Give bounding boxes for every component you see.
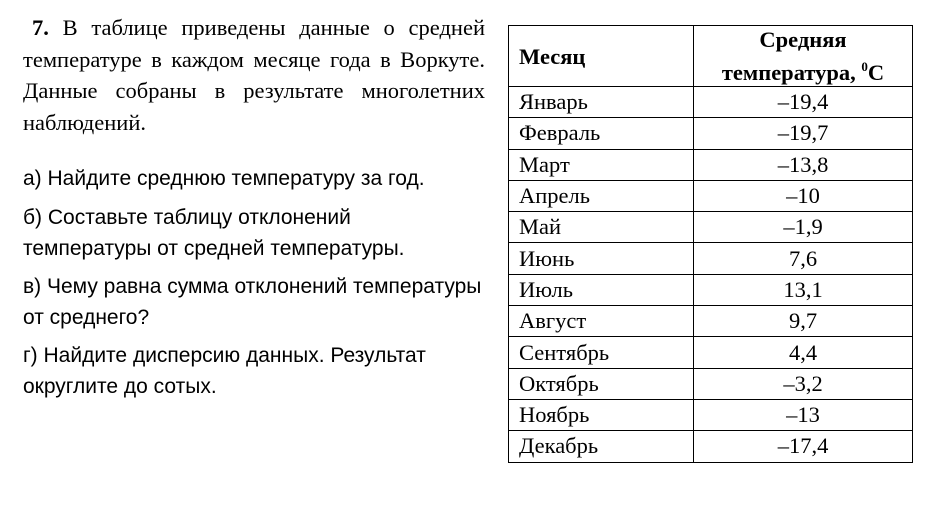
month-cell: Октябрь xyxy=(509,368,694,399)
table-row xyxy=(509,368,913,399)
month-cell: Декабрь xyxy=(509,431,694,462)
temperature-cell: –3,2 xyxy=(694,368,913,399)
header-month: Месяц xyxy=(509,26,694,87)
temperature-cell: 4,4 xyxy=(694,337,913,368)
table-row xyxy=(509,180,913,211)
statement-text: В таблице приведены данные о средней температуре в каждом месяце года в Воркуте. Данные собраны в результате многолетних наблюдений. xyxy=(23,15,485,135)
question-c: в) Чему равна сумма отклонений температуры от среднего? xyxy=(23,275,482,329)
month-cell: Август xyxy=(509,306,694,337)
temperature-cell: –10 xyxy=(694,180,913,211)
table-header-row xyxy=(509,26,913,87)
table-row xyxy=(509,243,913,274)
table-row xyxy=(509,87,913,118)
month-cell: Февраль xyxy=(509,118,694,149)
temperature-cell: –1,9 xyxy=(694,212,913,243)
table-row xyxy=(509,306,913,337)
temperature-cell: –19,4 xyxy=(694,87,913,118)
table-body xyxy=(509,87,913,463)
month-cell: Март xyxy=(509,149,694,180)
problem-statement xyxy=(23,12,485,138)
table-row xyxy=(509,212,913,243)
temperature-cell: –19,7 xyxy=(694,118,913,149)
header-temperature xyxy=(694,26,913,87)
header-temp-line2: температура, xyxy=(721,60,856,85)
temperature-cell: 9,7 xyxy=(694,306,913,337)
table-row xyxy=(509,337,913,368)
temperature-table xyxy=(508,25,913,463)
temperature-cell: 13,1 xyxy=(694,274,913,305)
month-cell: Апрель xyxy=(509,180,694,211)
temperature-cell: –17,4 xyxy=(694,431,913,462)
table-row xyxy=(509,118,913,149)
month-cell: Январь xyxy=(509,87,694,118)
question-a: а) Найдите среднюю температуру за год. xyxy=(23,167,425,190)
month-cell: Сентябрь xyxy=(509,337,694,368)
question-d: г) Найдите дисперсию данных. Результат округлите до сотых. xyxy=(23,344,426,398)
header-temp-unit: С xyxy=(867,60,885,85)
temperature-cell: –13 xyxy=(694,399,913,430)
table-row xyxy=(509,399,913,430)
table-row xyxy=(509,431,913,462)
temperature-cell: 7,6 xyxy=(694,243,913,274)
month-cell: Ноябрь xyxy=(509,399,694,430)
problem-text xyxy=(23,12,485,402)
table-row xyxy=(509,274,913,305)
month-cell: Май xyxy=(509,212,694,243)
problem-number: 7. xyxy=(32,15,49,40)
degree-sup: 0 xyxy=(861,59,868,74)
question-b: б) Составьте таблицу отклонений температуры от средней температуры. xyxy=(23,206,405,260)
month-cell: Июнь xyxy=(509,243,694,274)
month-cell: Июль xyxy=(509,274,694,305)
header-temp-line1: Средняя xyxy=(759,27,847,52)
table-row xyxy=(509,149,913,180)
temperature-cell: –13,8 xyxy=(694,149,913,180)
